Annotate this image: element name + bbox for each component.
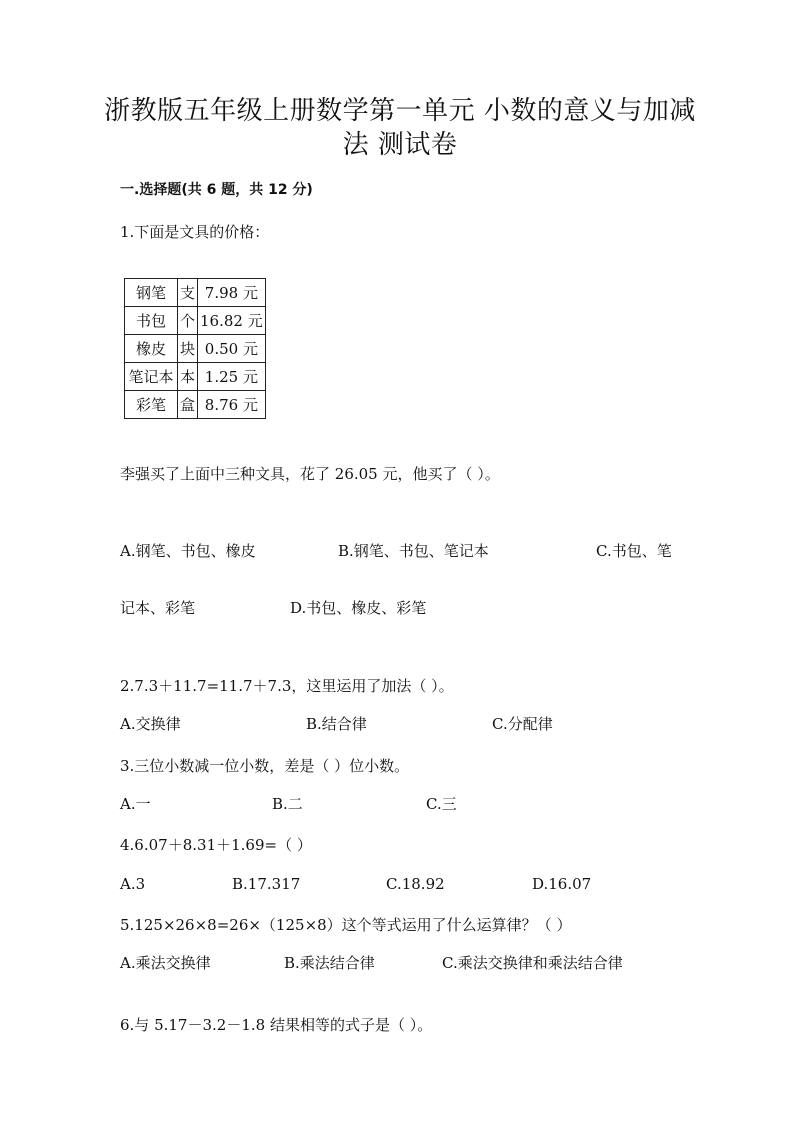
table-row: [125, 307, 266, 335]
table-row: [125, 279, 266, 307]
question-2-option-b: B.结合律: [306, 715, 367, 733]
table-cell: 本: [178, 363, 198, 391]
question-3-option-c: C.三: [426, 795, 457, 813]
question-1-option-b: B.钢笔、书包、笔记本: [338, 542, 489, 560]
title-line-1: 浙教版五年级上册数学第一单元 小数的意义与加减: [104, 96, 696, 126]
table-cell: 盒: [178, 391, 198, 419]
question-1-option-d: D.书包、橡皮、彩笔: [290, 599, 427, 617]
table-cell: 书包: [125, 307, 178, 335]
question-4-option-b: B.17.317: [232, 875, 301, 893]
table-cell: 0.50 元: [198, 335, 266, 363]
table-cell: 钢笔: [125, 279, 178, 307]
question-1-option-a: A.钢笔、书包、橡皮: [120, 542, 256, 560]
table-row: [125, 363, 266, 391]
question-3-option-a: A.一: [120, 795, 151, 813]
question-5-option-a: A.乘法交换律: [120, 954, 211, 972]
question-4-option-d: D.16.07: [532, 875, 592, 893]
table-cell: 16.82 元: [198, 307, 266, 335]
title-line-2: 法 测试卷: [342, 130, 458, 160]
question-4-stem: 4.6.07＋8.31＋1.69=（ ）: [120, 836, 312, 854]
section-heading: 一.选择题(共 6 题，共 12 分): [120, 182, 313, 198]
question-2-option-c: C.分配律: [492, 715, 553, 733]
question-1-text: 李强买了上面中三种文具，花了 26.05 元，他买了（ ）。: [120, 465, 500, 483]
stationery-price-table: [124, 278, 266, 419]
question-1-option-c: C.书包、笔: [596, 542, 672, 560]
table-cell: 1.25 元: [198, 363, 266, 391]
table-row: [125, 335, 266, 363]
question-2-option-a: A.交换律: [120, 715, 181, 733]
table-cell: 7.98 元: [198, 279, 266, 307]
table-cell: 笔记本: [125, 363, 178, 391]
table-cell: 彩笔: [125, 391, 178, 419]
table-cell: 支: [178, 279, 198, 307]
question-3-stem: 3.三位小数减一位小数，差是（ ）位小数。: [120, 757, 410, 775]
question-4-option-a: A.3: [120, 875, 146, 893]
table-cell: 橡皮: [125, 335, 178, 363]
table-cell: 8.76 元: [198, 391, 266, 419]
question-3-option-b: B.二: [272, 795, 303, 813]
question-6-stem: 6.与 5.17－3.2－1.8 结果相等的式子是（ ）。: [120, 1016, 433, 1034]
page-title: [60, 94, 740, 162]
question-5-stem: 5.125×26×8=26×（125×8）这个等式运用了什么运算律？（ ）: [120, 916, 572, 934]
question-2-stem: 2.7.3＋11.7=11.7＋7.3，这里运用了加法（ ）。: [120, 677, 454, 695]
table-cell: 块: [178, 335, 198, 363]
table-cell: 个: [178, 307, 198, 335]
table-row: [125, 391, 266, 419]
question-1-stem: 1.下面是文具的价格：: [120, 223, 270, 241]
question-5-option-c: C.乘法交换律和乘法结合律: [442, 954, 623, 972]
question-5-option-b: B.乘法结合律: [284, 954, 375, 972]
question-1-option-c-continued: 记本、彩笔: [120, 599, 196, 617]
question-4-option-c: C.18.92: [386, 875, 445, 893]
